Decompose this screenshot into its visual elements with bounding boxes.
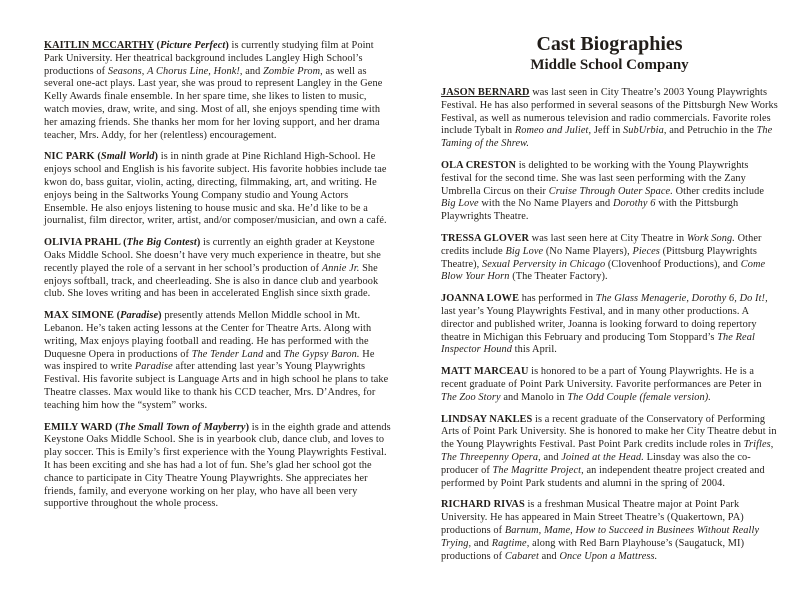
bio-text-run: ) — [196, 237, 201, 249]
bio-text-run: ) — [245, 421, 250, 433]
bio-text-run: , and — [538, 451, 562, 463]
bio-text-run: He was inspired to write — [44, 348, 375, 373]
bio-text-run: Honk! — [213, 65, 240, 77]
bio-text-run: The Glass Menagerie, Dorothy 6, Do It!, — [595, 293, 768, 305]
bio-text-run: (The Theater Factory). — [509, 271, 608, 283]
bio-text-run: Come Blow Your Horn — [441, 258, 766, 283]
bio-ola-creston — [441, 160, 778, 224]
bio-text-run: A Chorus Line — [147, 65, 209, 77]
left-column — [44, 40, 392, 520]
bio-text-run: The Taming of the Shrew. — [441, 125, 773, 150]
bio-nic-park — [44, 151, 392, 228]
bio-text-run: is a freshman Musical Theatre major at Point Park University. He has appeared in Main Street Theatre’s (Quakertown, PA) productions of — [441, 499, 744, 536]
bio-text-run: Once Upon a Mattress. — [559, 550, 658, 562]
bio-text-run: Work Song. — [686, 232, 735, 244]
bio-text-run: is currently an eighth grader at Keystone Oaks Middle School. She doesn’t have very much experience in theatre, but she recently played the role of a servant in her school’s production of — [44, 237, 381, 274]
bio-text-run: Other credits include — [672, 185, 765, 197]
right-bios-list — [441, 87, 778, 563]
bio-text-run: Barnum, Mame, How to Succeed in Businees Without Really Trying, — [441, 524, 760, 549]
bio-text-run: this April. — [512, 344, 557, 356]
bio-text-run: NIC PARK ( — [44, 151, 101, 163]
bio-emily-ward — [44, 422, 392, 512]
bio-text-run: ) — [225, 40, 229, 51]
bio-text-run: Paradise — [120, 310, 159, 322]
bio-text-run: (Pittsburg Playwrights Theatre), — [441, 245, 757, 270]
bio-text-run: EMILY WARD ( — [44, 421, 119, 433]
page-subtitle: Middle School Company — [530, 57, 689, 73]
bio-text-run: The Big Contest — [126, 237, 197, 249]
bio-text-run: was last seen in City Theatre’s 2003 Young Playwrights Festival. He has also performed in several seasons of the Pittsburgh New Works Festival, as well as numerous television and radio commercials. Favorite roles include Tybalt in — [441, 87, 778, 137]
bio-text-run: , and — [239, 65, 264, 77]
bio-text-run: MAX SIMONE ( — [44, 310, 121, 322]
bio-text-run: RICHARD RIVAS — [441, 499, 525, 511]
bio-text-run: with the Pittsburgh Playwrights Theatre. — [441, 198, 739, 223]
bio-text-run: presently attends Mellon Middle school in Mt. Lebanon. He’s taken acting lessons at the Center for Theatre Arts. Along with writing, Max enjoys playing football and reading. He has performed with the Duquesne Opera in productions of — [44, 310, 372, 360]
bio-kaitlin-mccarthy — [44, 40, 392, 142]
bio-text-run: Annie Jr. — [321, 262, 360, 274]
bio-text-run: last year’s Young Playwrights Festival, and in many other productions. A director and published writer, Joanna is looking forward to doing repertory theatre in Michigan this February and producing Tom Stoppard’s — [441, 305, 757, 343]
bio-text-run: has performed in — [519, 293, 596, 305]
bio-text-run: The Threepenny Opera — [441, 451, 539, 463]
bio-text-run: Sexual Perversity in Chicago — [482, 258, 606, 270]
bio-text-run: and — [538, 550, 560, 562]
left-bios-list — [44, 40, 392, 511]
bio-text-run: Joined at the Head. — [561, 451, 644, 463]
bio-richard-rivas — [441, 499, 778, 563]
bio-text-run: Seasons — [107, 65, 142, 77]
bio-text-run: was last seen here at City Theatre in — [529, 232, 687, 244]
bio-text-run: Big Love — [441, 198, 479, 210]
bio-joanna-lowe — [441, 293, 778, 357]
bio-text-run: KAITLIN MCCARTHY — [44, 40, 154, 51]
bio-text-run: The Magritte Project — [492, 464, 582, 476]
bio-text-run: Other credits include — [441, 232, 762, 257]
bio-text-run: Romeo and Juliet — [514, 125, 589, 137]
bio-text-run: ) — [158, 310, 162, 322]
bio-text-run: Trifles — [743, 439, 771, 451]
bio-text-run: , as well as several one-act plays. Last year, she was proud to represent Langley in the Gene Kelly Awards finale ensemble. In her spare time, she likes to listen to music, watch movies, draw, write, and sing. Most of all, she enjoys spending time with her amazing friends. She thanks her mom for her loving support, and her drama teacher, Mrs. Addy, for her (relentless) encouragement. — [44, 65, 383, 141]
bio-text-run: Pieces — [632, 245, 660, 257]
bio-text-run: is in ninth grade at Pine Richland High-School. He enjoys school and English is his favorite subject. His favorite hobbies include tae kwon do, bass guitar, violin, acting, directing, filmmaking, art, and writing. He enjoys being in the Saltworks Young Company studio and Young Actors Ensemble. He also enjoys listening to house music and ska. He’d like to be a journalist, film director, writer, artist, and/or composer/musician, and own a café. — [44, 151, 387, 227]
bio-text-run: Zombie Prom — [263, 65, 321, 77]
bio-text-run: JASON BERNARD — [441, 87, 530, 98]
bio-text-run: TRESSA GLOVER — [441, 232, 529, 244]
bio-text-run: Ragtime, — [491, 537, 530, 549]
bio-text-run: The Tender Land — [191, 348, 264, 360]
bio-text-run: (No Name Players), — [543, 245, 633, 257]
bio-tressa-glover — [441, 233, 778, 284]
bio-text-run: Cruise Through Outer Space. — [548, 185, 673, 197]
bio-text-run: is delighted to be working with the Young Playwrights festival for the second time. She was last seen performing with the Zany Umbrella Circus on their — [441, 159, 749, 197]
bio-text-run: Dorothy 6 — [612, 198, 656, 210]
bio-text-run: is currently studying film at Point Park University. Her theatrical background includes Langley High School’s productions of — [44, 40, 374, 77]
bio-text-run: along with Red Barn Playhouse’s (Saugatuck, MI) productions of — [441, 537, 745, 562]
bio-text-run: The Small Town of Mayberry — [118, 421, 246, 433]
bio-text-run: Big Love — [505, 245, 544, 257]
bio-text-run: Cabaret — [504, 550, 539, 562]
right-column — [441, 32, 778, 572]
bio-text-run: MATT MARCEAU — [441, 366, 529, 378]
bio-text-run: , an independent theatre project created and performed by Point Park students and alumni in the spring of 2004. — [441, 464, 765, 489]
bio-text-run: The Zoo Story — [441, 391, 501, 403]
bio-text-run: is in the eighth grade and attends Keystone Oaks Middle School. She is in yearbook club, dance club, and loves to play soccer. This is Emily’s first experience with the Young Playwrights Festival. It has been exciting and she has had a lot of fun. She’s glad her school got the chance to participate in City Theatre Young Playwrights. She appreciates her friends, family, and everyone working on her play, who have all been very supportive throughout the whole process. — [44, 421, 391, 510]
bio-text-run: , — [770, 439, 774, 451]
bio-olivia-prahl — [44, 237, 392, 301]
bio-text-run: The Gypsy Baron. — [283, 348, 360, 360]
bio-text-run: is honored to be a part of Young Playwrights. He is a recent graduate of Point Park University. Favorite performances are Peter in — [441, 366, 762, 390]
bio-text-run: ) — [154, 151, 159, 163]
bio-lindsay-nakles — [441, 414, 778, 491]
bio-text-run: SubUrbia — [623, 125, 664, 137]
bio-text-run: The Real Inspector Hound — [441, 331, 755, 356]
bio-text-run: The Odd Couple (female version). — [567, 391, 711, 403]
bio-text-run: and — [471, 537, 492, 549]
bio-max-simone — [44, 310, 392, 412]
bio-matt-marceau — [441, 366, 778, 404]
bio-text-run: with the No Name Players and — [478, 198, 613, 210]
bio-text-run: LINDSAY NAKLES — [441, 413, 533, 425]
bio-text-run: Small World — [100, 151, 155, 163]
bio-text-run: (Clovenhoof Productions), and — [605, 258, 741, 270]
bio-text-run: , and Petruchio in the — [663, 125, 757, 137]
bio-text-run: , — [141, 65, 148, 77]
bio-text-run: , Jeff in — [588, 125, 624, 137]
bio-text-run: She enjoys softball, track, and cheerleading. She is also in dance club and yearbook club. She loves writing and has been in accelerated English since sixth grade. — [44, 262, 379, 300]
bio-text-run: Linsday was also the co-producer of — [441, 451, 751, 476]
bio-text-run: and Manolo in — [500, 391, 568, 403]
bio-text-run: after attending last year’s Young Playwrights Festival. His favorite subject is Language Arts and in high school he plans to take Theatre classes. Max would like to thank his CCD teacher, Mrs. D’Andres, for teaching him how the “system” works. — [44, 361, 389, 411]
bio-text-run: and — [263, 348, 284, 360]
bio-text-run: Picture Perfect — [160, 40, 226, 51]
bio-text-run: JOANNA LOWE — [441, 293, 520, 305]
bio-jason-bernard — [441, 87, 778, 151]
bio-text-run: ( — [153, 40, 161, 51]
page-title: Cast Biographies — [536, 33, 683, 55]
bio-text-run: , — [208, 65, 214, 77]
bio-text-run: OLIVIA PRAHL ( — [44, 237, 127, 249]
bio-text-run: OLA CRESTON — [441, 159, 517, 171]
bio-text-run: Paradise — [134, 361, 173, 373]
bio-text-run: is a recent graduate of the Conservatory of Performing Arts of Point Park University. She is honored to make her City Theatre debut in the Young Playwrights Festival. Past Point Park credits include roles in — [441, 413, 777, 451]
